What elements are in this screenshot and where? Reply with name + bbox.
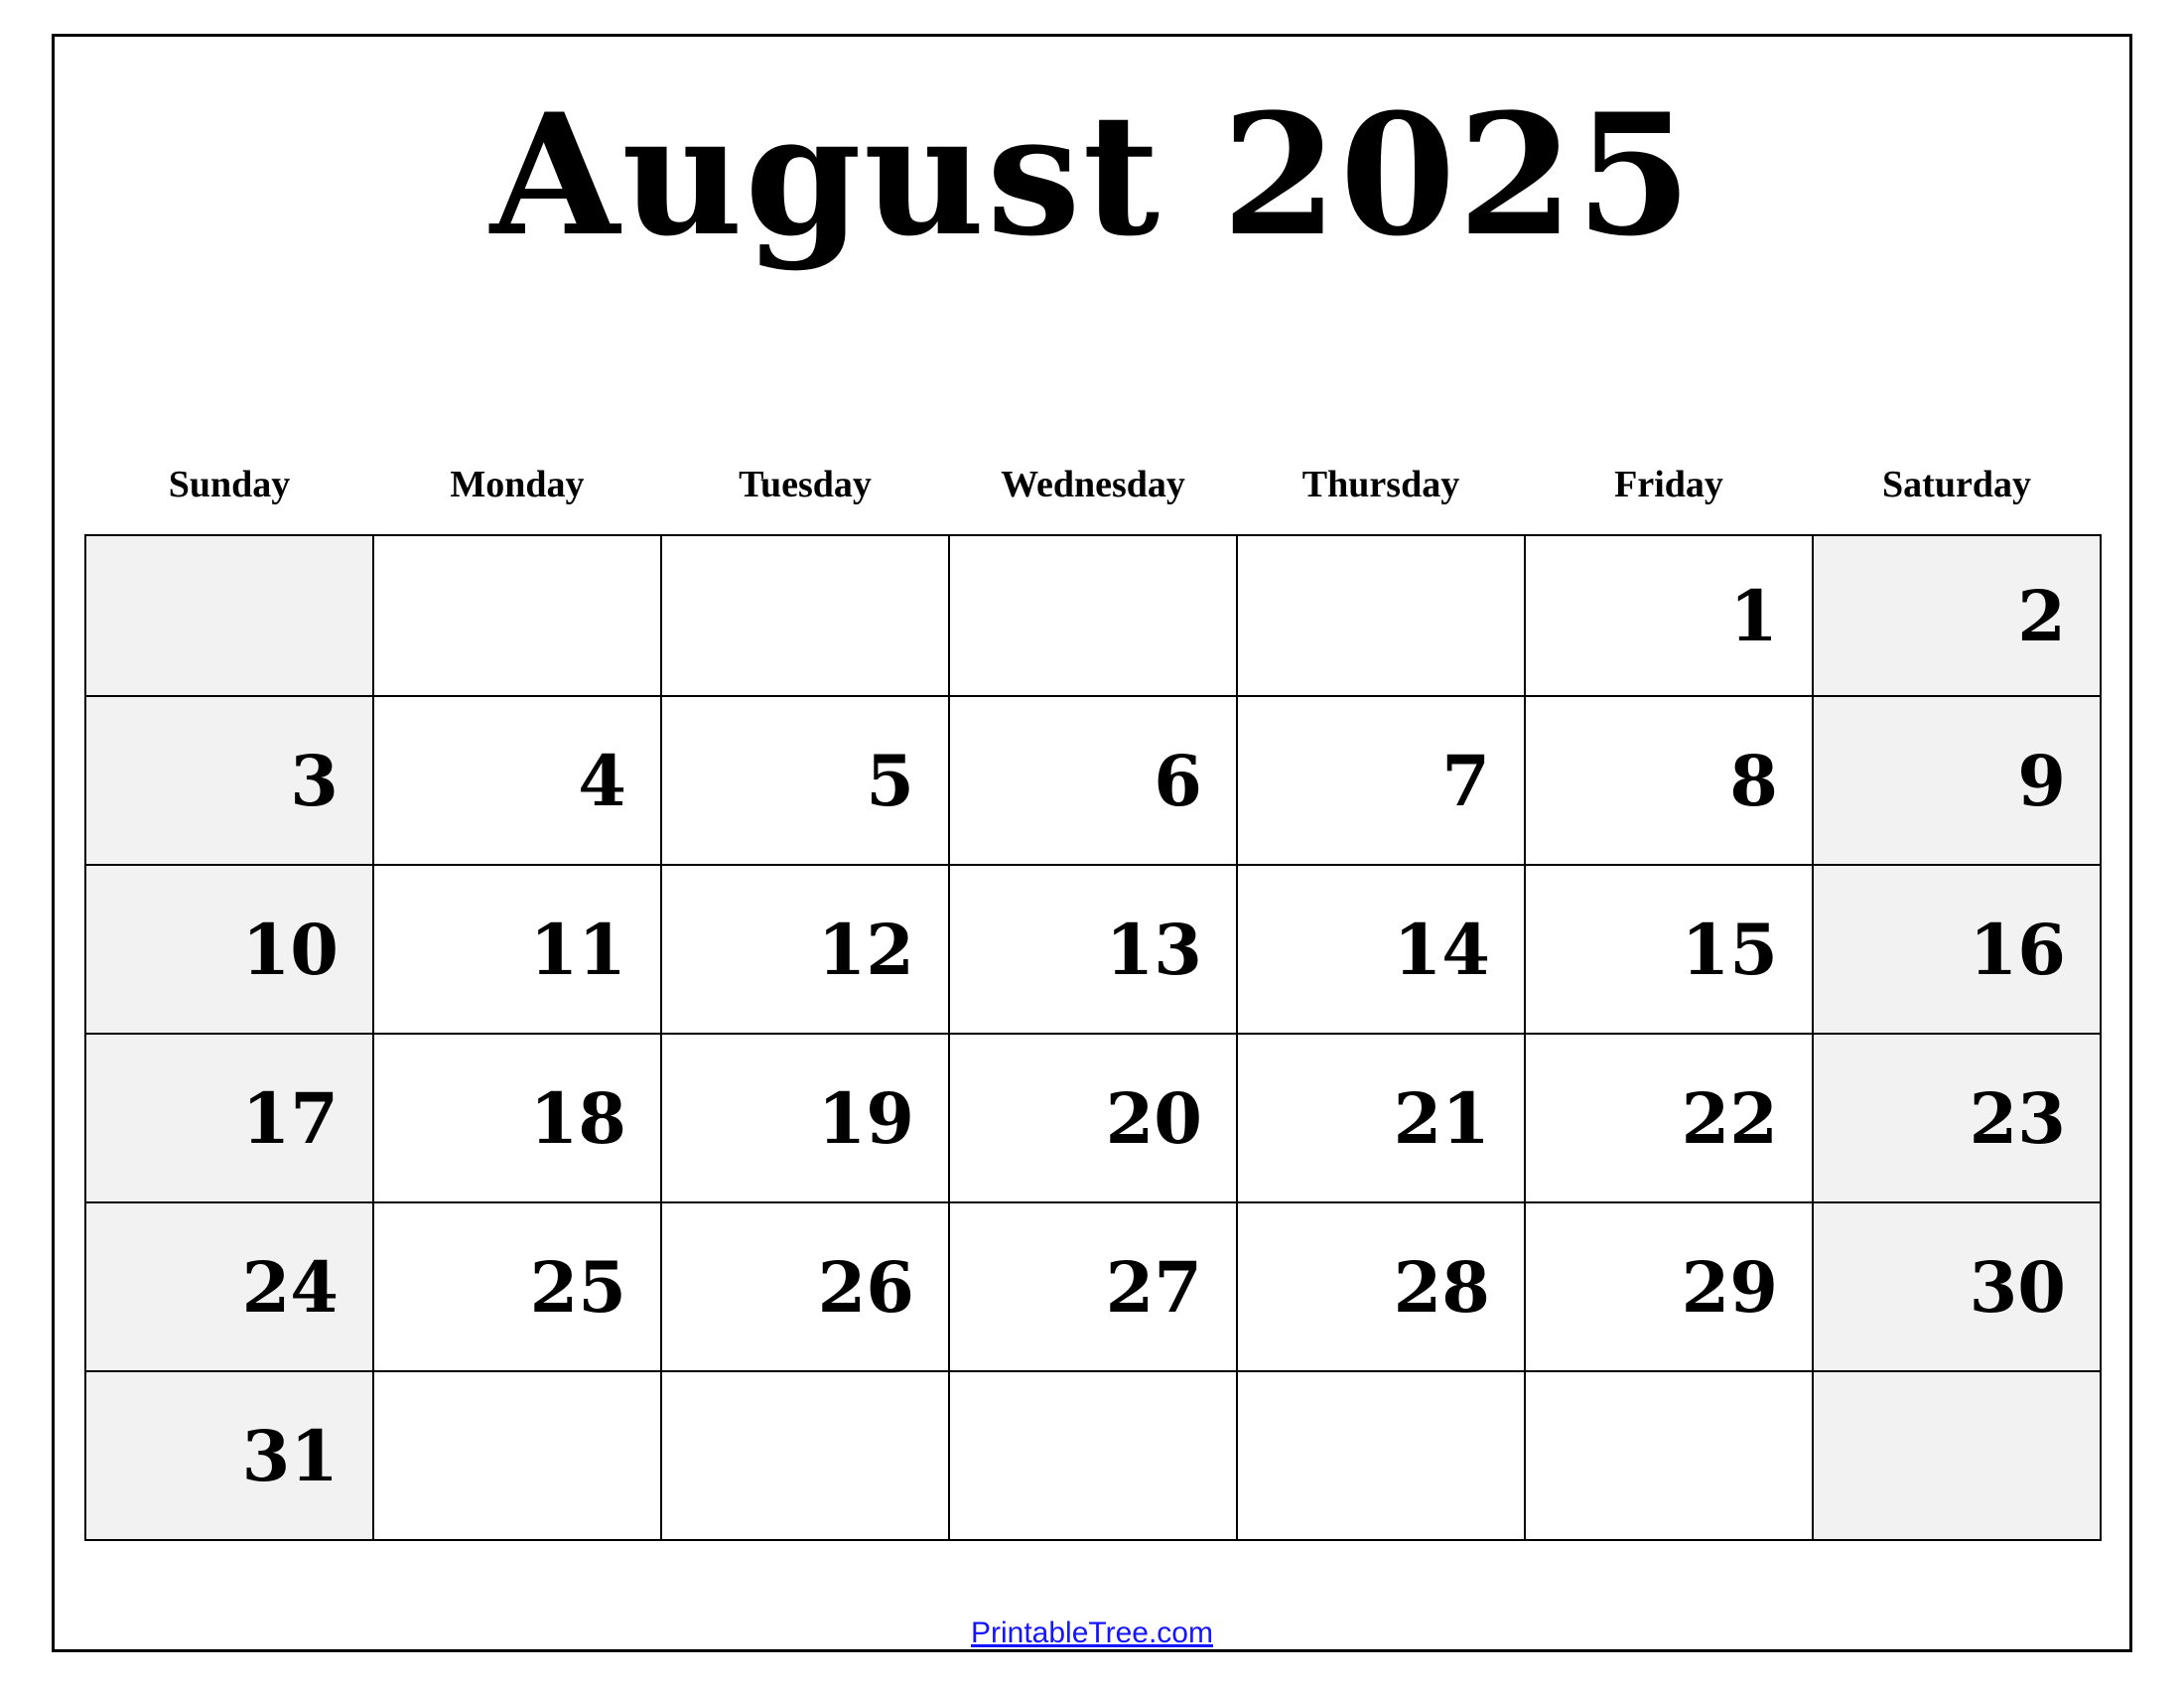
calendar-week-row	[85, 1034, 2101, 1202]
day-cell[interactable]	[1237, 1371, 1525, 1540]
day-cell[interactable]	[661, 1371, 949, 1540]
day-cell[interactable]: 7	[1237, 696, 1525, 865]
day-cell[interactable]: 9	[1813, 696, 2101, 865]
day-cell[interactable]	[1525, 1371, 1813, 1540]
day-cell[interactable]: 12	[661, 865, 949, 1034]
weekday-header-thursday: Thursday	[1301, 464, 1460, 505]
day-cell[interactable]: 28	[1237, 1202, 1525, 1371]
day-cell[interactable]: 16	[1813, 865, 2101, 1034]
day-cell[interactable]: 25	[373, 1202, 661, 1371]
day-cell[interactable]: 24	[85, 1202, 373, 1371]
day-cell[interactable]: 30	[1813, 1202, 2101, 1371]
day-cell[interactable]	[85, 535, 373, 696]
day-cell[interactable]	[373, 1371, 661, 1540]
day-cell[interactable]: 21	[1237, 1034, 1525, 1202]
weekday-header-friday: Friday	[1614, 464, 1723, 505]
day-cell[interactable]	[373, 535, 661, 696]
day-cell[interactable]: 1	[1525, 535, 1813, 696]
calendar-week-row	[85, 1371, 2101, 1540]
day-cell[interactable]: 2	[1813, 535, 2101, 696]
day-cell[interactable]: 14	[1237, 865, 1525, 1034]
day-cell[interactable]: 27	[949, 1202, 1237, 1371]
calendar-week-row	[85, 865, 2101, 1034]
day-cell[interactable]: 29	[1525, 1202, 1813, 1371]
day-cell[interactable]	[949, 535, 1237, 696]
calendar-week-row	[85, 696, 2101, 865]
day-cell[interactable]: 13	[949, 865, 1237, 1034]
day-cell[interactable]: 10	[85, 865, 373, 1034]
day-cell[interactable]: 5	[661, 696, 949, 865]
weekday-header-saturday: Saturday	[1882, 464, 2031, 505]
day-cell[interactable]: 4	[373, 696, 661, 865]
day-cell[interactable]	[661, 535, 949, 696]
footer	[0, 1617, 2184, 1650]
calendar-week-row	[85, 535, 2101, 696]
day-cell[interactable]: 17	[85, 1034, 373, 1202]
day-cell[interactable]	[1813, 1371, 2101, 1540]
weekday-header-monday: Monday	[450, 464, 585, 505]
day-cell[interactable]: 15	[1525, 865, 1813, 1034]
day-cell[interactable]: 18	[373, 1034, 661, 1202]
calendar-header-row	[85, 437, 2101, 535]
day-cell[interactable]: 20	[949, 1034, 1237, 1202]
day-cell[interactable]: 8	[1525, 696, 1813, 865]
weekday-header-sunday: Sunday	[168, 464, 291, 505]
day-cell[interactable]: 23	[1813, 1034, 2101, 1202]
weekday-header-tuesday: Tuesday	[739, 464, 872, 505]
calendar-body	[85, 535, 2101, 1540]
footer-link[interactable]: PrintableTree.com	[971, 1617, 1213, 1649]
day-cell[interactable]: 3	[85, 696, 373, 865]
day-cell[interactable]: 6	[949, 696, 1237, 865]
day-cell[interactable]: 19	[661, 1034, 949, 1202]
page-title: August 2025	[489, 76, 1695, 273]
day-cell[interactable]: 22	[1525, 1034, 1813, 1202]
calendar-week-row	[85, 1202, 2101, 1371]
weekday-header-wednesday: Wednesday	[1001, 464, 1185, 505]
day-cell[interactable]: 31	[85, 1371, 373, 1540]
day-cell[interactable]	[1237, 535, 1525, 696]
day-cell[interactable]: 26	[661, 1202, 949, 1371]
calendar-table	[84, 437, 2102, 1541]
day-cell[interactable]: 11	[373, 865, 661, 1034]
day-cell[interactable]	[949, 1371, 1237, 1540]
calendar-grid-wrapper	[84, 437, 2100, 1589]
